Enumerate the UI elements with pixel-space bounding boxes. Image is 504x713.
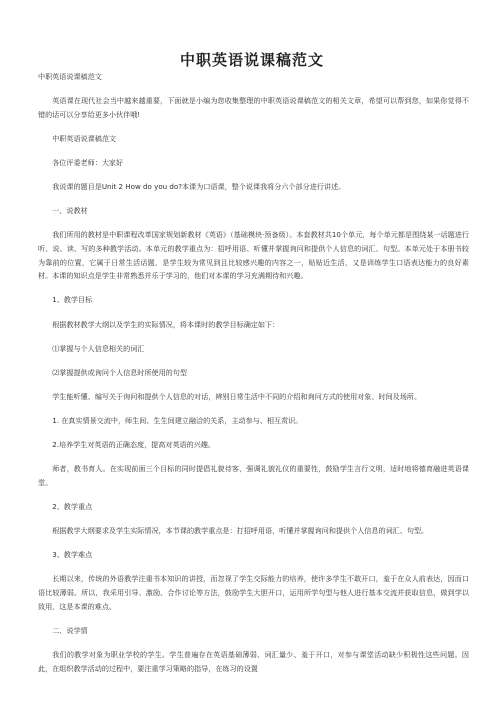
paragraph: 英语课在现代社会当中越来越重要，下面就是小编为您收集整理的中职英语说课稿范文的相关文章，希望可以帮到您，如果你觉得不错的话可以分享给更多小伙伴哦! xyxy=(38,96,469,119)
paragraph: 3、教学难点 xyxy=(52,550,93,560)
paragraph: 各位评委老师：大家好 xyxy=(52,157,124,167)
paragraph: ⑴掌握与个人信息相关的词汇 xyxy=(52,343,145,353)
paragraph: 我们所用的教材是中职课程改革国家规划新教材《英语》（基础模块·预备级）。本套教材共10个单元，每个单元都是围绕某一话题进行听、说、读、写的多种教学活动。本单元的教学重点为：招呼用语、听懂并掌握询问和提供个人信息的词汇、句型。本单元处于本册书较为靠前的位置，它属于日常生活话题，是学生较为常见到且比较感兴趣的内容之一，贴贴近生活，又是训练学生口语表达能力的良好素材。本课的知识点是学生非常熟悉并乐于学习的，他们对本课的学习充满期待和兴趣。 xyxy=(38,230,469,281)
paragraph: 师者，教书育人。在实现前面三个目标的同时提倡礼貌待客，强调礼貌礼仪的重要性，鼓励学生言行文明，适时地将德育融进英语课堂。 xyxy=(38,464,469,487)
paragraph: 我说课的题目是Unit 2 How do you do?本课为口语课，整个说课我将分六个部分进行讲述。 xyxy=(52,182,346,192)
paragraph: ⑵掌握提供或询问个人信息时所使用的句型 xyxy=(52,367,187,377)
paragraph: 长期以来，传统的外语教学注重书本知识的讲授，而忽视了学生交际能力的培养，使许多学生不敢开口，羞于在众人前表达，因而口语比较薄弱。所以，我采用引导、激励、合作讨论等方法，鼓励学生大胆开口，运用所学句型与他人进行基本交流并获取信息，做到学以致用，这是本课的难点。 xyxy=(38,574,469,611)
paragraph: 我们的教学对象为职业学校的学生。学生普遍存在英语基础薄弱、词汇量少、羞于开口，对参与课堂活动缺少积极性这些问题。因此，在组织教学活动的过程中，要注重学习策略的指导，在练习的设置 xyxy=(38,649,469,673)
paragraph: 1、教学目标 xyxy=(52,295,93,305)
paragraph: 一、说教材 xyxy=(52,206,88,216)
paragraph: 1. 在真实情景交流中，师生间、生生间建立融洽的关系，主动参与、相互赏识。 xyxy=(52,415,303,425)
paragraph: 学生能听懂、编写关于询问和提供个人信息的对话，辨别日常生活中不同的介绍和询问方式的使用对象、时间及场所。 xyxy=(52,391,422,401)
paragraph: 2、教学重点 xyxy=(52,501,93,511)
paragraph: 根据教学大纲要求及学生实际情况，本节课的教学重点是：打招呼用语，听懂并掌握询问和提供个人信息的词汇、句型。 xyxy=(52,526,429,536)
paragraph: 中职英语说课稿范文 xyxy=(52,133,117,143)
paragraph: 根据教材教学大纲以及学生的实际情况，将本课时的教学目标确定如下： xyxy=(52,319,280,329)
document-title: 中职英语说课稿范文 xyxy=(179,51,324,69)
paragraph: 2.培养学生对英语的正确态度，提高对英语的兴趣。 xyxy=(52,440,216,450)
paragraph: 二、说学情 xyxy=(52,625,88,635)
paragraph-list xyxy=(38,94,469,675)
document-body xyxy=(38,70,469,675)
document-subtitle: 中职英语说课稿范文 xyxy=(38,72,102,81)
